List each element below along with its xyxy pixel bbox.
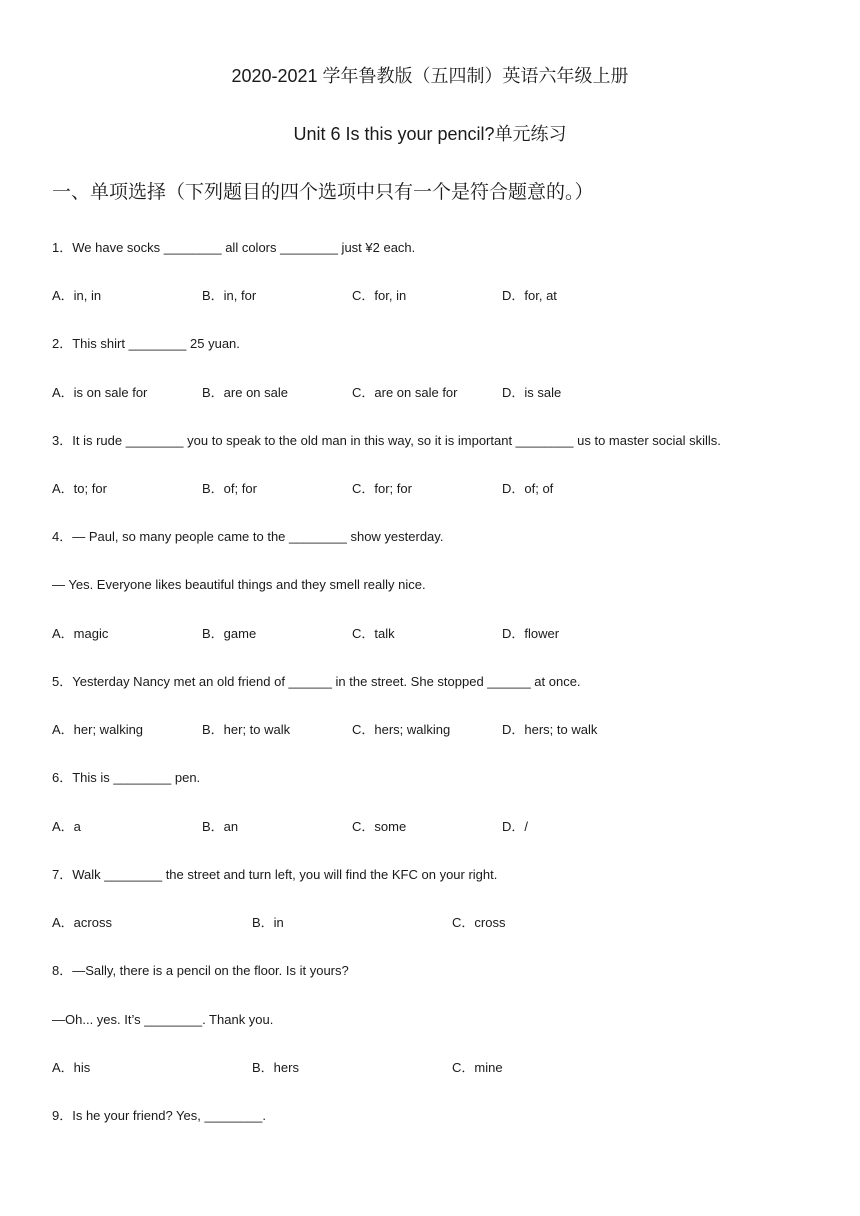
- question-5-stem: 5．Yesterday Nancy met an old friend of ______ in the street. She stopped ______ at once.: [52, 674, 581, 689]
- question-4-stem-reply: — Yes. Everyone likes beautiful things and they smell really nice.: [52, 577, 426, 592]
- question-7-stem: 7．Walk ________ the street and turn left, you will find the KFC on your right.: [52, 867, 498, 882]
- question-8-option-b: B．hers: [252, 1060, 299, 1075]
- question-6-option-c: C．some: [352, 819, 407, 834]
- question-1-stem: 1．We have socks ________ all colors ________ just ¥2 each.: [52, 240, 416, 255]
- question-6-option-d: D．/: [502, 819, 529, 834]
- question-3-option-d: D．of; of: [502, 481, 554, 496]
- question-9-stem: 9．Is he your friend? Yes, ________.: [52, 1108, 266, 1123]
- question-4-stem: 4．— Paul, so many people came to the ________ show yesterday.: [52, 529, 444, 544]
- question-8-option-c: C．mine: [452, 1060, 503, 1075]
- question-4-option-b: B．game: [202, 626, 257, 641]
- question-4-option-c: C．talk: [352, 626, 395, 641]
- question-6-option-a: A．a: [52, 819, 81, 834]
- question-5-option-d: D．hers; to walk: [502, 722, 598, 737]
- question-8-stem: 8．—Sally, there is a pencil on the floor. Is it yours?: [52, 963, 349, 978]
- question-2-option-d: D．is sale: [502, 385, 562, 400]
- question-2-option-b: B．are on sale: [202, 385, 288, 400]
- question-8-option-a: A．his: [52, 1060, 91, 1075]
- question-6-option-b: B．an: [202, 819, 239, 834]
- question-7-option-a: A．across: [52, 915, 112, 930]
- question-3-option-c: C．for; for: [352, 481, 412, 496]
- question-1-option-b: B．in, for: [202, 288, 257, 303]
- section-heading: 一、单项选择（下列题目的四个选项中只有一个是符合题意的。）: [52, 182, 594, 203]
- question-2-stem: 2．This shirt ________ 25 yuan.: [52, 336, 240, 351]
- question-5-option-b: B．her; to walk: [202, 722, 291, 737]
- question-1-option-a: A．in, in: [52, 288, 102, 303]
- question-2-option-c: C．are on sale for: [352, 385, 458, 400]
- question-6-stem: 6．This is ________ pen.: [52, 770, 201, 785]
- unit-title: Unit 6 Is this your pencil?单元练习: [293, 124, 567, 144]
- question-7-option-c: C．cross: [452, 915, 506, 930]
- question-5-option-a: A．her; walking: [52, 722, 144, 737]
- question-4-option-d: D．flower: [502, 626, 560, 641]
- question-7-option-b: B．in: [252, 915, 284, 930]
- question-8-stem-reply: —Oh... yes. It’s ________. Thank you.: [52, 1012, 274, 1027]
- question-1-option-c: C．for, in: [352, 288, 407, 303]
- question-3-option-a: A．to; for: [52, 481, 107, 496]
- worksheet-title: 2020-2021 学年鲁教版（五四制）英语六年级上册: [231, 66, 629, 86]
- question-5-option-c: C．hers; walking: [352, 722, 451, 737]
- question-3-stem: 3．It is rude ________ you to speak to the old man in this way, so it is important ________ us to master social skills.: [52, 433, 721, 448]
- question-3-option-b: B．of; for: [202, 481, 257, 496]
- question-4-option-a: A．magic: [52, 626, 109, 641]
- question-2-option-a: A．is on sale for: [52, 385, 148, 400]
- question-1-option-d: D．for, at: [502, 288, 557, 303]
